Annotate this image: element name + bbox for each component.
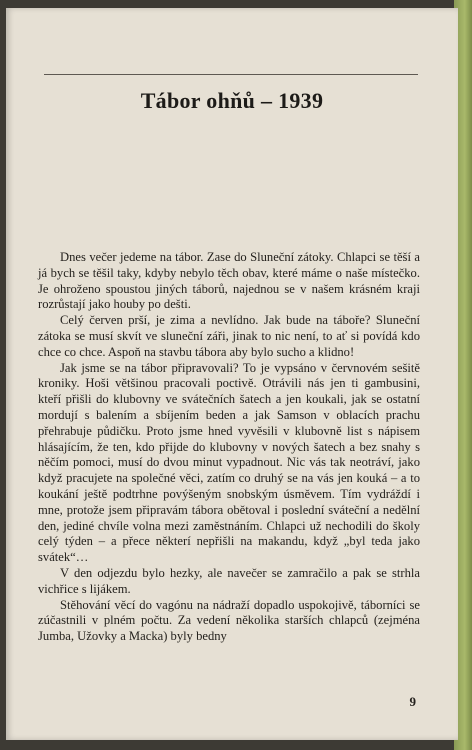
chapter-body bbox=[38, 250, 420, 645]
paragraph: Stěhování věcí do vagónu na nádraží dopadlo uspokojivě, táborníci se zúčastnili v plném počtu. Za vedení několika starších chlapců (zejména Jumba, Užovky a Macka) byly bedny bbox=[38, 597, 420, 644]
header-rule bbox=[44, 74, 418, 75]
book-page bbox=[6, 8, 458, 740]
paragraph: Jak jsme se na tábor připravovali? To je vypsáno v červnovém sešitě kroniky. Hoši většinou pracovali poctivě. Otrávili nás jen ti gambusini, kteří přišli do klubovny ve svátečních šatech a jen koukali, jak se ostatní mordují s balením a sbíjením beden a jak Samson v oblacích prachu přehrabuje půdičku. Proto jsme hned vyvěsili v klubovně list s nápisem hlásajícím, že ten, kdo přijde do klubovny v nových šatech a bez snahy s něčím pomoci, musí do dvou minut vypadnout. Nic vás tak neotráví, jako když pracujete na společné věci, zatím co druhý se na vás jen kouká – a to koukání ještě podtrhne povýšeným snobským úsměvem. Tím vydráždí i mne, protože jsem připravám tábora obětoval i poslední sváteční a nedělní den, jediné chvíle volna mezi zaměstnáním. Chlapci už nechodili do školy celý týden – a přece některí nepřišli na makandu, když „byl teda jako svátek“… bbox=[38, 360, 420, 565]
paragraph: Dnes večer jedeme na tábor. Zase do Sluneční zátoky. Chlapci se těší a já bych se těšil taky, kdyby nebylo těch obav, které máme o naše místečko. Je ohroženo spoustou jiných táborů, najednou se v našem krásném kraji rozrůstají jako houby po dešti. bbox=[38, 250, 420, 312]
chapter-title: Tábor ohňů – 1939 bbox=[140, 88, 324, 113]
page-number: 9 bbox=[409, 694, 416, 709]
paragraph: Celý červen prší, je zima a nevlídno. Jak bude na táboře? Sluneční zátoka se musí skvít ve sluneční záři, jinak to nic není, to ať si povídá kdo chce co chce. Aspoň na stavbu tábora aby bylo sucho a klidno! bbox=[38, 313, 420, 359]
paragraph: V den odjezdu bylo hezky, ale navečer se zamračilo a pak se strhla vichřice s lijákem. bbox=[38, 565, 420, 596]
